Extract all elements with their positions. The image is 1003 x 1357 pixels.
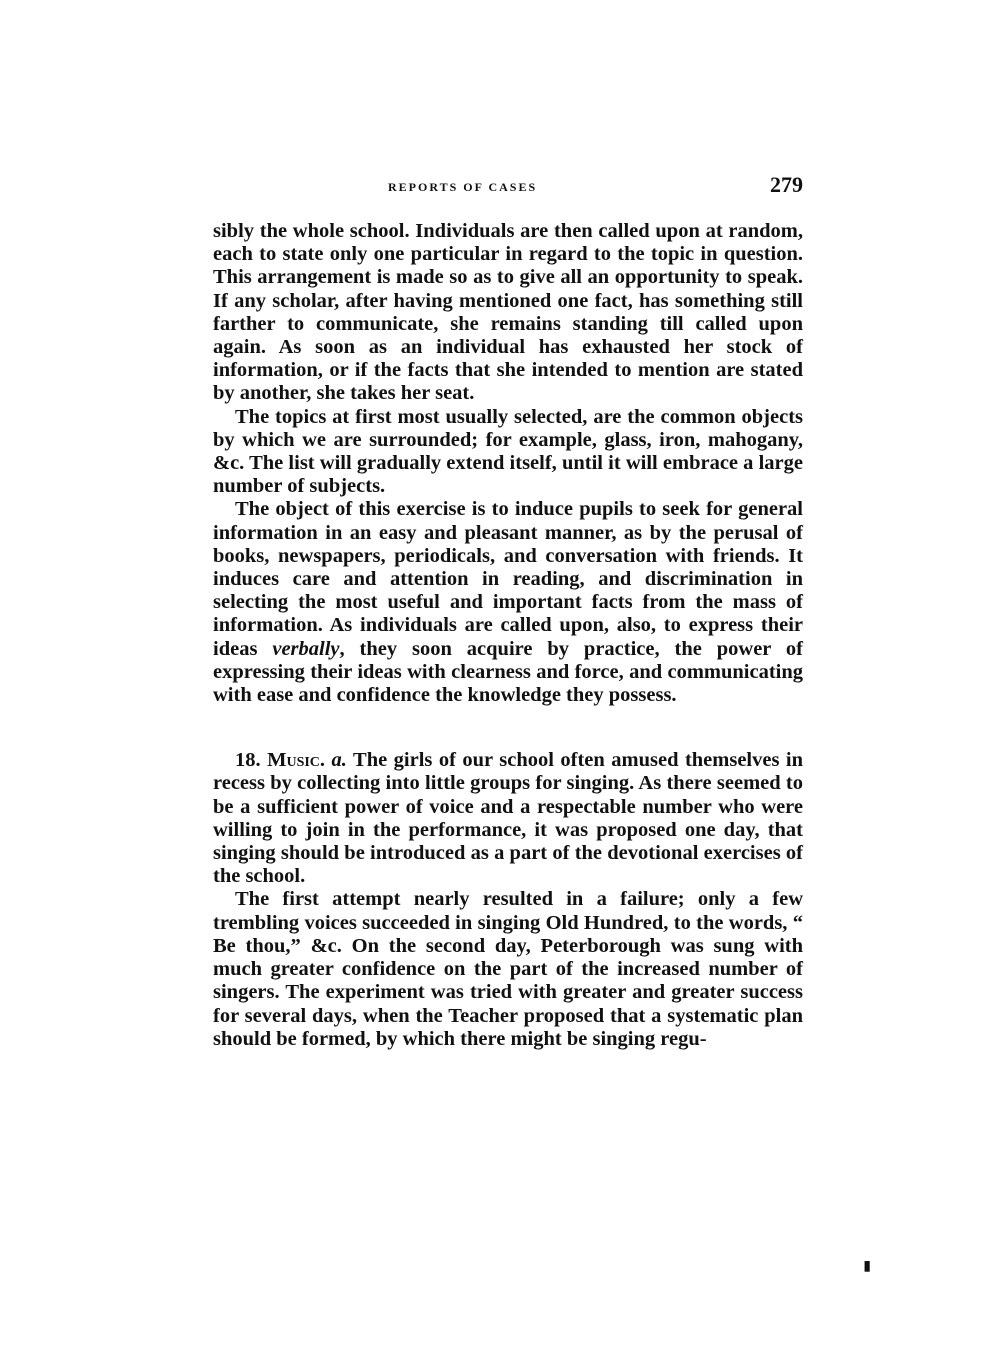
- section-heading: Music.: [267, 749, 326, 772]
- paragraph-3-part-b: , they soon acquire by practice, the power of expressing their ideas with clearness and force, and communicating with ease and confidence the knowledge they possess.: [213, 637, 803, 707]
- section-gap: [213, 707, 803, 749]
- body-text: [213, 220, 803, 1051]
- running-title: REPORTS OF CASES: [388, 180, 538, 194]
- section-number: 18.: [235, 749, 261, 772]
- page-number: 279: [770, 172, 803, 197]
- paragraph-3-part-a: The object of this exercise is to induce pupils to seek for general information in an easy and pleasant manner, as by the perusal of books, newspapers, periodicals, and conversation with friends. It induces care and attention in reading, and discrimination in selecting the most useful and important facts from the mass of information. As individuals are called upon, also, to express their ideas: [213, 498, 803, 660]
- paragraph-2: The topics at first most usually selected, are the common objects by which we are surrounded; for example, glass, iron, mahogany, &c. The list will gradually extend itself, until it will embrace a large number of subjects.: [213, 405, 803, 498]
- paragraph-5: The first attempt nearly resulted in a failure; only a few trembling voices succeeded in singing Old Hundred, to the words, “ Be thou,” &c. On the second day, Peterborough was sung with much greater confidence on the part of the increased number of singers. The experiment was tried with greater and greater success for several days, when the Teacher proposed that a systematic plan should be formed, by which there might be singing regu-: [213, 888, 803, 1050]
- running-head: [213, 172, 803, 202]
- paragraph-3: [213, 498, 803, 707]
- paragraph-4: [213, 749, 803, 888]
- section-letter: a.: [331, 749, 347, 772]
- scan-mark: ▮: [863, 1259, 871, 1274]
- italic-word: verbally: [272, 637, 340, 660]
- paragraph-1: sibly the whole school. Individuals are then called upon at random, each to state only one particular in regard to the topic in question. This arrangement is made so as to give all an opportunity to speak. If any scholar, after having mentioned one fact, has something still farther to communicate, she remains standing till called upon again. As soon as an individual has exhausted her stock of information, or if the facts that she intended to mention are stated by another, she takes her seat.: [213, 220, 803, 405]
- paragraph-4-text: The girls of our school often amused themselves in recess by collecting into little groups for singing. As there seemed to be a sufficient power of voice and a respectable number who were willing to join in the performance, it was proposed one day, that singing should be introduced as a part of the devotional exercises of the school.: [213, 749, 804, 888]
